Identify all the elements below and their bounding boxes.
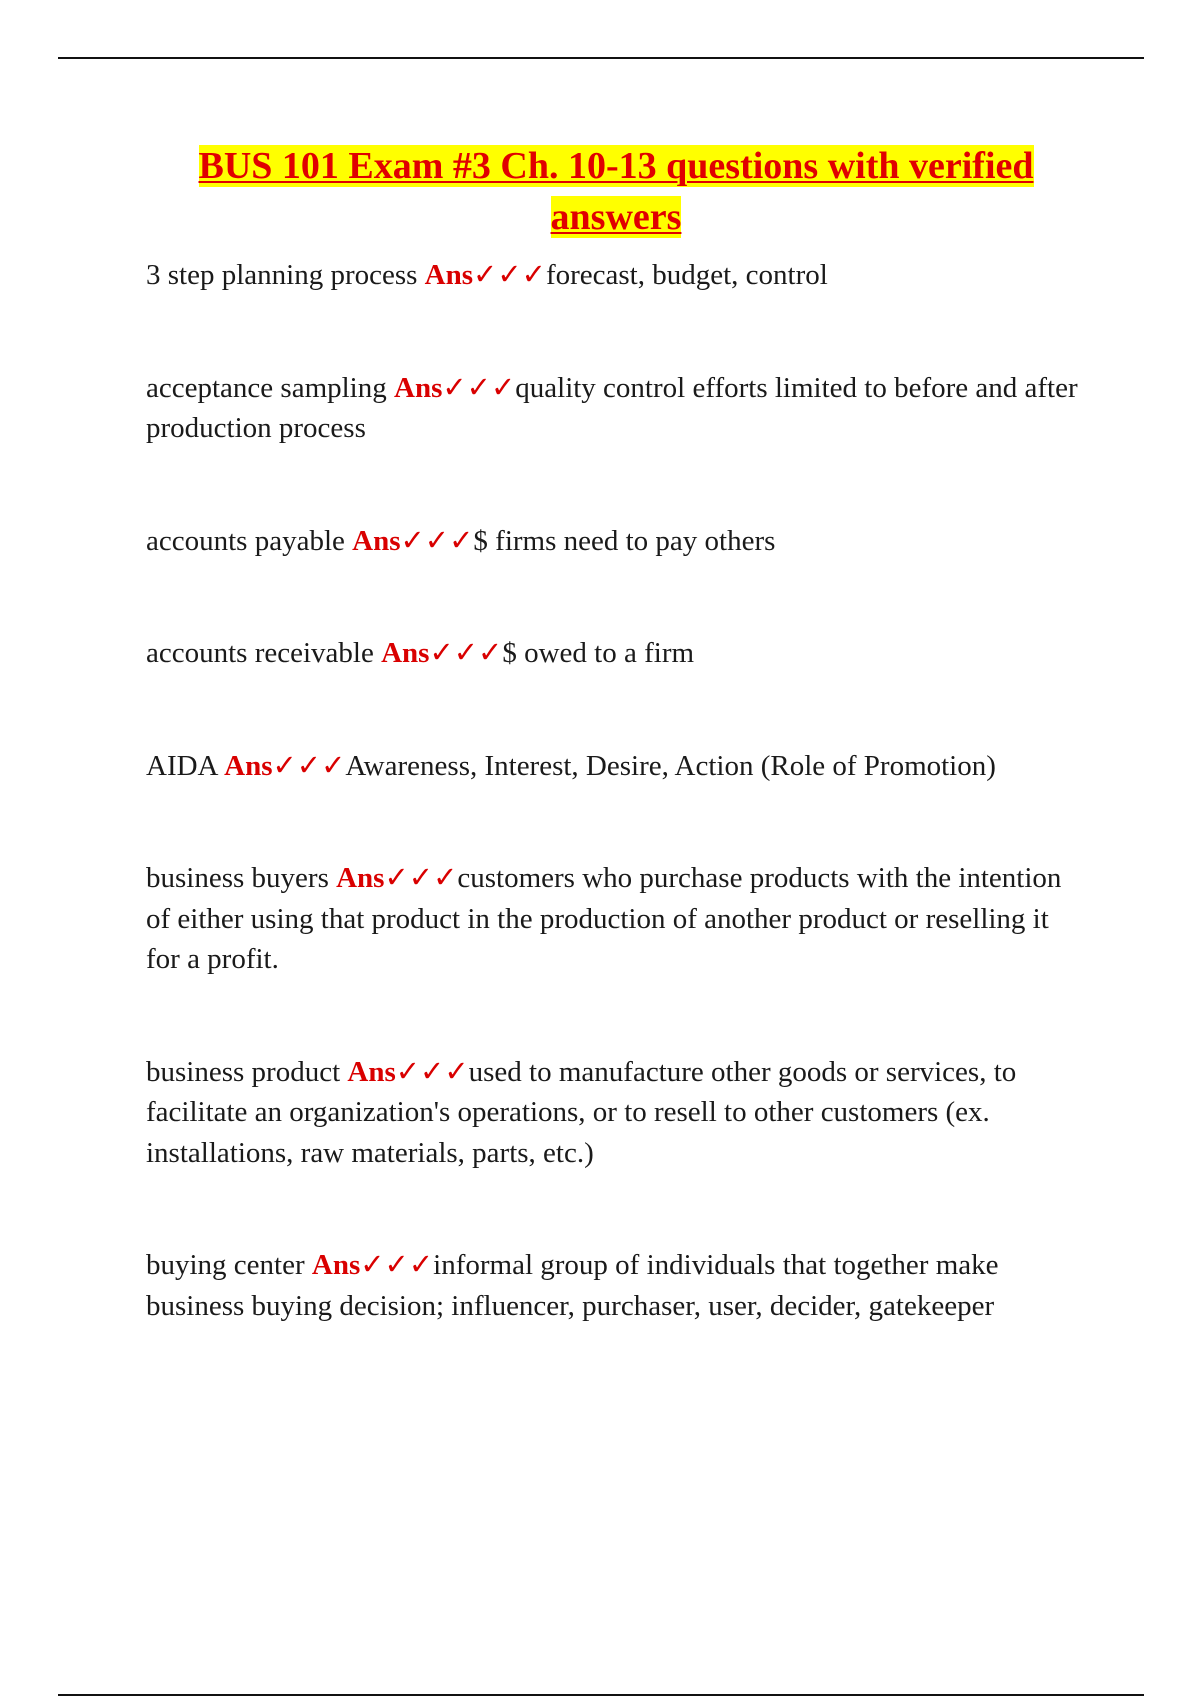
page-title-text: BUS 101 Exam #3 Ch. 10-13 questions with verified answers: [198, 145, 1034, 238]
qa-entry: [146, 1245, 1086, 1326]
entry-definition: quality control efforts limited to before and after production process: [146, 371, 1078, 444]
qa-entry: [146, 858, 1086, 980]
check-marks-icon: ✓✓✓: [442, 371, 516, 404]
answer-marker: Ans: [336, 862, 385, 894]
entry-definition: forecast, budget, control: [545, 259, 828, 291]
top-rule: [58, 57, 1144, 59]
answer-marker: Ans: [381, 637, 430, 669]
page-title: [146, 141, 1086, 243]
entry-definition: used to manufacture other goods or services, to facilitate an organization's operations, or to resell to other customers (ex. installations, raw materials, parts, etc.): [146, 1055, 1017, 1169]
answer-marker: Ans: [424, 259, 474, 291]
entry-term: acceptance sampling: [146, 371, 387, 404]
check-marks-icon: ✓✓✓: [473, 259, 546, 291]
qa-entry: [146, 368, 1086, 449]
check-marks-icon: ✓✓✓: [429, 637, 503, 669]
entry-definition: Awareness, Interest, Desire, Action (Role of Promotion): [345, 749, 996, 782]
qa-entry: [146, 633, 1086, 674]
entry-definition: informal group of individuals that together make business buying decision; influencer, purchaser, user, decider, gatekeeper: [146, 1249, 999, 1322]
entry-term: accounts receivable: [146, 637, 374, 669]
entry-term: buying center: [146, 1249, 305, 1281]
entry-term: business buyers: [146, 862, 329, 894]
entry-term: 3 step planning process: [146, 259, 418, 291]
answer-marker: Ans: [347, 1055, 396, 1088]
qa-list: [146, 255, 1086, 1326]
check-marks-icon: ✓✓✓: [400, 524, 474, 557]
entry-term: business product: [146, 1055, 341, 1088]
answer-marker: Ans: [394, 371, 443, 404]
answer-marker: Ans: [352, 524, 401, 557]
check-marks-icon: ✓✓✓: [384, 862, 458, 894]
answer-marker: Ans: [311, 1249, 361, 1281]
check-marks-icon: ✓✓✓: [360, 1249, 434, 1281]
qa-entry: [146, 521, 1086, 562]
qa-entry: [146, 255, 1086, 296]
qa-entry: [146, 1052, 1086, 1174]
entry-term: AIDA: [146, 749, 217, 782]
entry-definition: customers who purchase products with the intention of either using that product in the production of another product or reselling it for a profit.: [146, 862, 1062, 975]
check-marks-icon: ✓✓✓: [395, 1055, 469, 1088]
entry-term: accounts payable: [146, 524, 345, 557]
answer-marker: Ans: [224, 749, 273, 782]
entry-definition: $ owed to a firm: [502, 637, 695, 669]
qa-entry: [146, 746, 1086, 787]
check-marks-icon: ✓✓✓: [272, 749, 346, 782]
bottom-rule: [58, 1694, 1144, 1696]
entry-definition: $ firms need to pay others: [473, 524, 776, 557]
